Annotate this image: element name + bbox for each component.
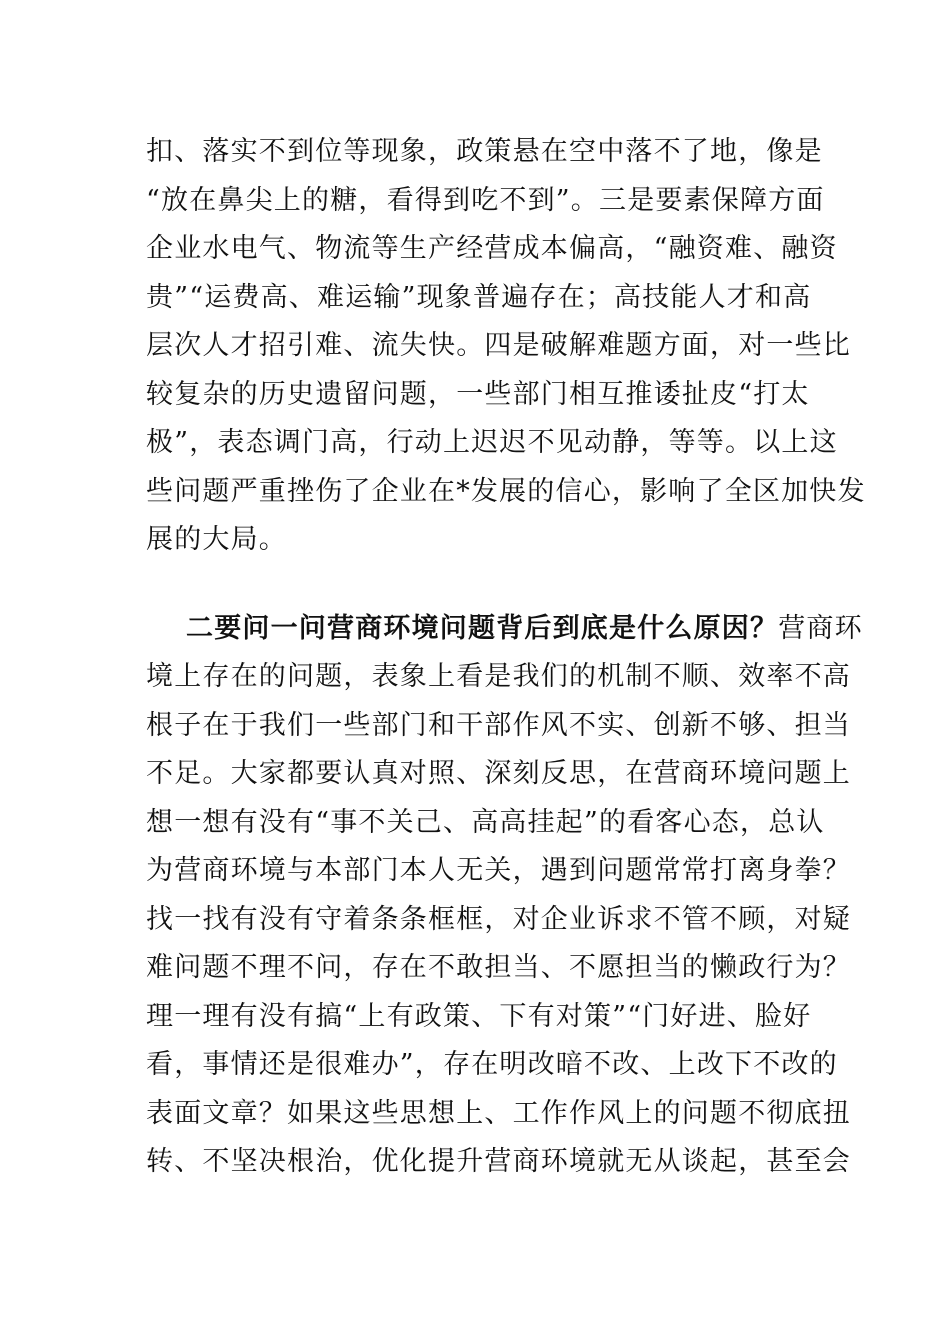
paragraph-1 (146, 128, 866, 565)
text-line: 层次人才招引难、流失快。四是破解难题方面，对一些比 (146, 330, 851, 361)
text-line: 想一想有没有“事不关己、高高挂起”的看客心态，总认 (146, 806, 825, 838)
text-line: 些问题严重挫伤了企业在*发展的信心，影响了全区加快发 (146, 475, 866, 507)
text-line: 根子在于我们一些部门和干部作风不实、创新不够、担当 (146, 709, 851, 741)
text-line: 极”，表态调门高，行动上迟迟不见动静，等等。以上这 (146, 427, 838, 458)
text-line: “放在鼻尖上的糖，看得到吃不到”。三是要素保障方面 (146, 184, 825, 216)
text-line: 扣、落实不到位等现象，政策悬在空中落不了地，像是 (146, 136, 823, 167)
text-line: 找一找有没有守着条条框框，对企业诉求不管不顾，对疑 (146, 903, 851, 935)
document-body (146, 128, 866, 1187)
heading-line-rest: 营商环 (778, 612, 863, 644)
text-line: 展的大局。 (146, 524, 287, 555)
text-line: 难问题不理不问，存在不敢担当、不愿担当的懒政行为？ (146, 952, 851, 983)
paragraph-heading: 二要问一问营商环境问题背后到底是什么原因？ (186, 612, 779, 644)
paragraph-gap (146, 565, 810, 605)
text-line: 企业水电气、物流等生产经营成本偏高，“融资难、融资 (146, 233, 838, 264)
paragraph-2 (146, 605, 863, 1187)
text-line: 较复杂的历史遗留问题，一些部门相互推诿扯皮“打太 (146, 378, 810, 410)
text-line: 理一理有没有搞“上有政策、下有对策”“门好进、脸好 (146, 1000, 812, 1032)
text-line: 为营商环境与本部门本人无关，遇到问题常常打离身拳？ (146, 855, 851, 886)
text-line: 表面文章？如果这些思想上、工作作风上的问题不彻底扭 (146, 1097, 851, 1129)
text-line: 转、不坚决根治，优化提升营商环境就无从谈起，甚至会 (146, 1146, 851, 1177)
text-line: 境上存在的问题，表象上看是我们的机制不顺、效率不高 (146, 661, 851, 692)
text-line-with-heading (146, 605, 863, 654)
text-line: 不足。大家都要认真对照、深刻反思，在营商环境问题上 (146, 758, 851, 789)
text-line: 贵”“运费高、难运输”现象普遍存在；高技能人才和高 (146, 281, 812, 313)
text-line: 看，事情还是很难办”，存在明改暗不改、上改下不改的 (146, 1049, 838, 1080)
